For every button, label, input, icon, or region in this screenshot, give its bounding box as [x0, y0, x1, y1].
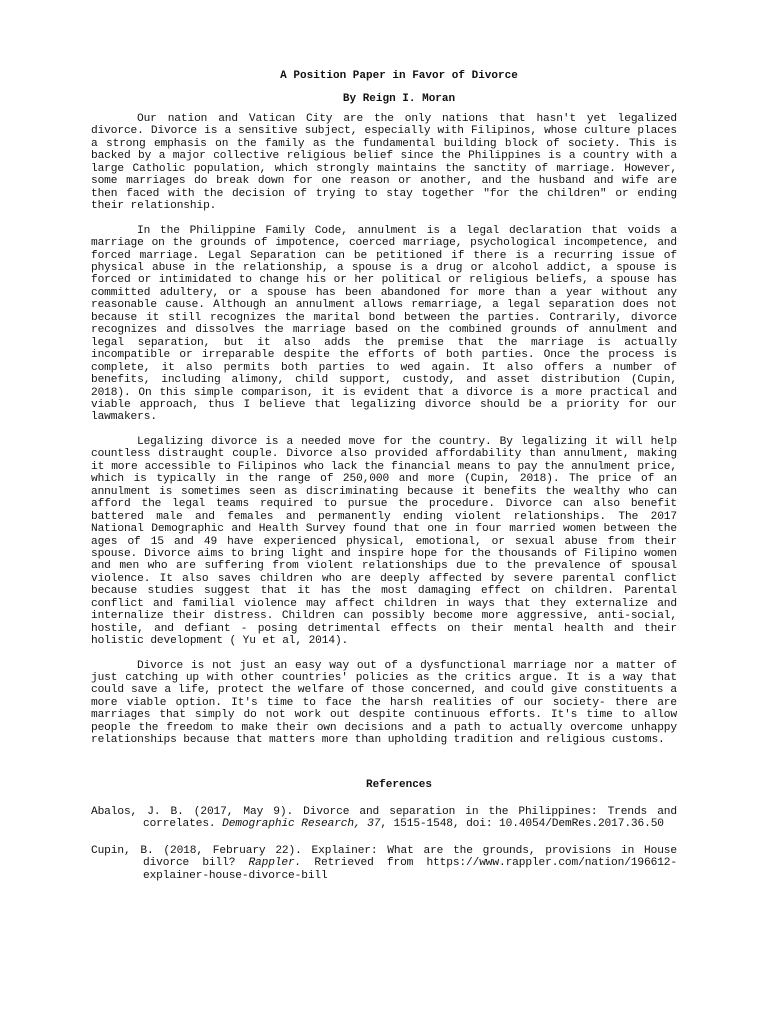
- reference-text: Retrieved from https://www.rappler.com/nation/196612-explainer-house-divorce-bill: [143, 857, 677, 882]
- body-paragraph: Divorce is not just an easy way out of a dysfunctional marriage nor a matter of just catching up with other countries' policies as the critics argue. It is a way that could save a life, protect the welfare of those concerned, and could give constituents a more viable option. It's time to face the harsh realities of our society- there are marriages that simply do not work out despite continuous efforts. It's time to allow people the freedom to make their own decisions and a path to actually overcome unhappy relationships because that matters more than upholding tradition and religious customs.: [91, 659, 677, 747]
- reference-entry: [91, 845, 677, 882]
- references-list: [91, 806, 677, 882]
- document-body: [91, 113, 677, 747]
- reference-publisher: Rappler.: [248, 857, 302, 870]
- reference-journal: Demographic Research, 37: [222, 818, 381, 831]
- reference-text: Cupin, B. (2018, February 22). Explainer: What are the grounds, provisions in House divorce bill?: [91, 844, 677, 870]
- reference-entry: [91, 806, 677, 831]
- body-paragraph: Legalizing divorce is a needed move for the country. By legalizing it will help countless distraught couple. Divorce also provided affordability than annulment, making it more accessible to Filipinos who lack the financial means to pay the annulment price, which is typically in the range of 250,000 and more (Cupin, 2018). The price of an annulment is sometimes seen as discriminating because it benefits the wealthy who can afford the legal teams required to pursue the procedure. Divorce can also benefit battered male and females and permanently ending violent relationships. The 2017 National Demographic and Health Survey found that one in four married women between the ages of 15 and 49 have experienced physical, emotional, or sexual abuse from their spouse. Divorce aims to bring light and inspire hope for the thousands of Filipino women and men who are suffering from violent relationships due to the prevalence of spousal violence. It also saves children who are deeply affected by severe parental conflict because studies suggest that it has the most damaging effect on children. Parental conflict and familial violence may affect children in ways that they externalize and internalize their distress. Children can possibly become more aggressive, anti-social, hostile, and defiant - posing detrimental effects on their mental health and their holistic development ( Yu et al, 2014).: [91, 435, 677, 648]
- document-title: A Position Paper in Favor of Divorce: [280, 70, 518, 82]
- body-paragraph: Our nation and Vatican City are the only nations that hasn't yet legalized divorce. Divorce is a sensitive subject, especially with Filipinos, whose culture places a strong emphasis on the family as the fundamental building block of society. This is backed by a major collective religious belief since the Philippines is a country with a large Catholic population, which strongly maintains the sanctity of marriage. However, some marriages do break down for one reason or another, and the husband and wife are then faced with the decision of trying to stay together "for the children" or ending their relationship.: [91, 113, 677, 213]
- reference-text: , 1515-1548, doi: 10.4054/DemRes.2017.36.50: [380, 818, 664, 831]
- body-paragraph: In the Philippine Family Code, annulment is a legal declaration that voids a marriage on the grounds of impotence, coerced marriage, psychological incompetence, and forced marriage. Legal Separation can be petitioned if there is a recurring issue of physical abuse in the relationship, a spouse is a drug or alcohol addict, a spouse is forced or intimidated to change his or her political or religious beliefs, a spouse has committed adultery, or a spouse has been abandoned for more than a year without any reasonable cause. Although an annulment allows remarriage, a legal separation does not because it still recognizes the marital bond between the parties. Contrarily, divorce recognizes and dissolves the marriage based on the combined grounds of annulment and legal separation, but it also adds the premise that the marriage is actually incompatible or irreparable despite the efforts of both parties. Once the process is complete, it also permits both parties to wed again. It also offers a number of benefits, including alimony, child support, custody, and asset distribution (Cupin, 2018). On this simple comparison, it is evident that a divorce is a more practical and viable approach, thus I believe that legalizing divorce should be a priority for our lawmakers.: [91, 224, 677, 424]
- reference-text: Abalos, J. B. (2017, May 9). Divorce and separation in the Philippines: Trends and correlates.: [91, 805, 677, 831]
- references-heading: References: [365, 778, 432, 791]
- document-byline: By Reign I. Moran: [342, 93, 456, 105]
